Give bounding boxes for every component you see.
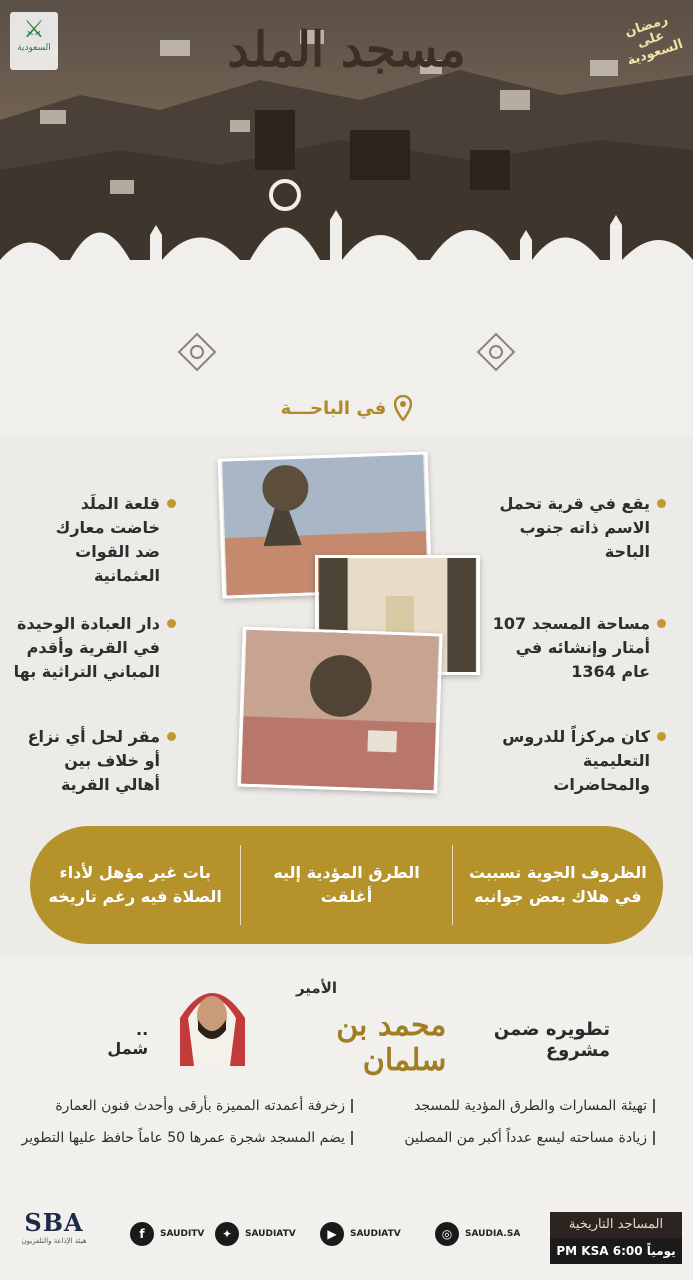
bullet-dot-icon xyxy=(167,732,176,741)
youtube-icon: ▶ xyxy=(320,1222,344,1246)
issue-2: الطرق المؤدية إليه أغلقت xyxy=(273,863,420,906)
included-list-left xyxy=(18,1094,353,1150)
twitter-link[interactable]: ✦ SAUDIATV xyxy=(215,1222,296,1246)
fact-right-2: مساحة المسجد 107 أمتار وإنشائه في عام 1364 xyxy=(490,612,650,684)
ornament-right-icon xyxy=(474,330,518,374)
facebook-icon: f xyxy=(130,1222,154,1246)
divider xyxy=(240,845,241,925)
saudi-logo-label: السعودية xyxy=(17,43,51,53)
list-item: تهيئة المسارات والطرق المؤدية للمسجد xyxy=(360,1094,655,1118)
mosque-skyline-silhouette xyxy=(0,165,693,300)
issue-1: الظروف الجوية تسببت في هلاك بعض جوانبه xyxy=(468,863,647,906)
amir-label: الأمير xyxy=(295,979,338,997)
location-line xyxy=(0,395,693,421)
fact-left-1: قلعة الملَد خاضت معارك ضد القوات العثمانية xyxy=(40,492,160,588)
sba-logo: SBA هيئة الإذاعة والتلفزيون xyxy=(21,1208,87,1245)
facebook-link[interactable]: f SAUDITV xyxy=(130,1222,204,1246)
location-text: في الباحـــة xyxy=(280,397,387,419)
fact-left-2: دار العبادة الوحيدة في القرية وأقدم المباني التراثية بها xyxy=(10,612,160,684)
divider xyxy=(452,845,453,925)
list-item: يضم المسجد شجرة عمرها 50 عاماً حافظ عليها التطوير xyxy=(18,1126,353,1150)
issues-bar xyxy=(30,826,663,944)
location-pin-icon xyxy=(394,395,412,421)
bullet-dot-icon xyxy=(657,619,666,628)
fact-left-3: مقر لحل أي نزاع أو خلاف بين أهالي القرية xyxy=(20,725,160,797)
program-badge: المساجد التاريخية يومياً 6:00 PM KSA xyxy=(550,1212,682,1266)
page-title: مسجد الملد xyxy=(227,22,466,78)
instagram-icon: ◎ xyxy=(435,1222,459,1246)
list-item: زيادة مساحته ليسع عدداً أكبر من المصلين xyxy=(360,1126,655,1150)
bullet-dot-icon xyxy=(167,499,176,508)
instagram-link[interactable]: ◎ SAUDIA.SA xyxy=(435,1222,520,1246)
included-list-right xyxy=(360,1094,655,1150)
ramadan-logo: رمضان على السعودية xyxy=(623,12,685,69)
ornament-left-icon xyxy=(175,330,219,374)
issue-3: بات غير مؤهل لأداء الصلاة فيه رغم تاريخه xyxy=(48,863,222,906)
bullet-dot-icon xyxy=(167,619,176,628)
development-line xyxy=(100,1008,610,1078)
fact-right-3: كان مركزاً للدروس التعليمية والمحاضرات xyxy=(485,725,650,797)
twitter-icon: ✦ xyxy=(215,1222,239,1246)
fact-right-1: يقع في قرية تحمل الاسم ذاته جنوب الباحة xyxy=(490,492,650,564)
palm-swords-icon: ⚔ xyxy=(23,15,45,43)
mosque-photo-collage xyxy=(215,455,485,795)
mosque-photo-exterior xyxy=(237,627,442,794)
development-prefix: تطويره ضمن مشروع xyxy=(493,1019,610,1061)
prince-name: محمد بن سلمان xyxy=(336,1008,447,1078)
development-suffix: .. شمل xyxy=(107,1020,149,1058)
bullet-dot-icon xyxy=(657,732,666,741)
youtube-link[interactable]: ▶ SAUDIATV xyxy=(320,1222,401,1246)
list-item: زخرفة أعمدته المميزة بأرقى وأحدث فنون العمارة xyxy=(18,1094,353,1118)
bullet-dot-icon xyxy=(657,499,666,508)
